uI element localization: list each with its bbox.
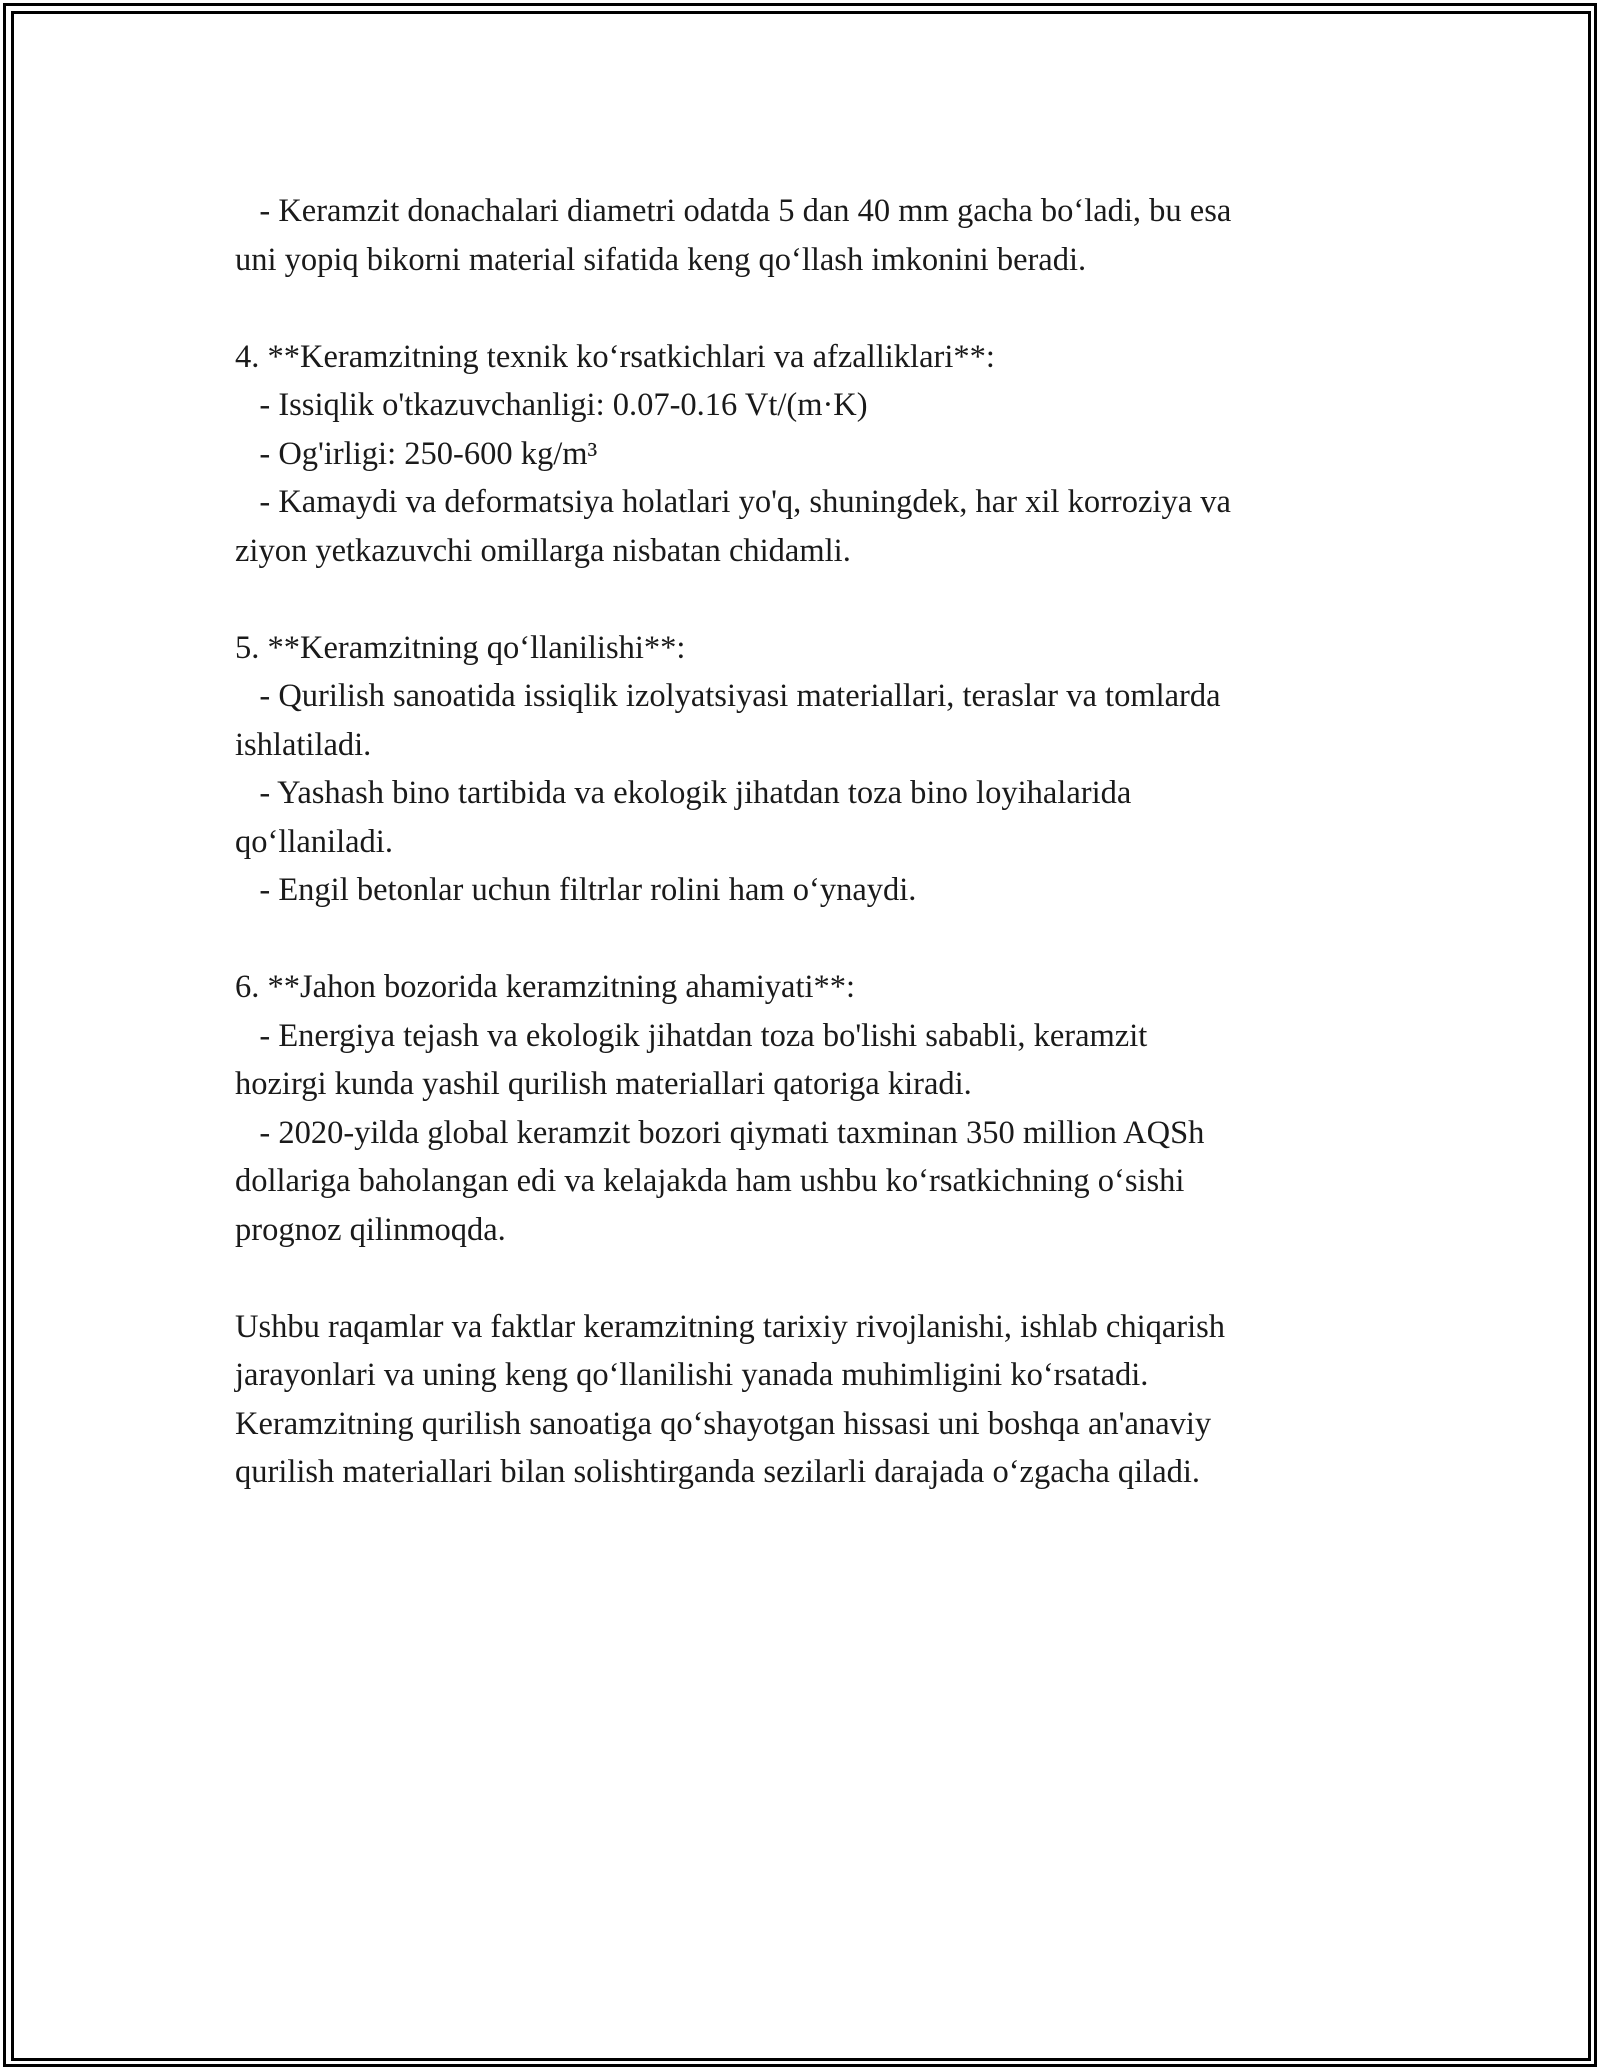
text-line: Keramzitning qurilish sanoatiga qo‘shayotgan hissasi uni boshqa an'anaviy	[235, 1405, 1212, 1442]
text-line: ziyon yetkazuvchi omillarga nisbatan chidamli.	[235, 532, 851, 569]
paragraph-gap	[235, 915, 1385, 964]
paragraph-gap	[235, 575, 1385, 624]
document-body	[235, 187, 1385, 1497]
section-heading: 5. **Keramzitning qo‘llanilishi**:	[235, 629, 686, 666]
text-line: Ushbu raqamlar va faktlar keramzitning tarixiy rivojlanishi, ishlab chiqarish	[235, 1308, 1226, 1345]
text-line: - Og'irligi: 250-600 kg/m³	[235, 435, 598, 472]
text-line: prognoz qilinmoqda.	[235, 1211, 506, 1248]
paragraph-gap	[235, 1254, 1385, 1303]
section-heading: 4. **Keramzitning texnik ko‘rsatkichlari va afzalliklari**:	[235, 338, 995, 375]
section-heading: 6. **Jahon bozorida keramzitning ahamiyati**:	[235, 969, 856, 1005]
text-line: - Issiqlik o'tkazuvchanligi: 0.07-0.16 Vt/(m·K)	[235, 387, 868, 423]
text-line: jarayonlari va uning keng qo‘llanilishi yanada muhimligini ko‘rsatadi.	[235, 1357, 1149, 1393]
paragraph-gap	[235, 284, 1385, 333]
text-line: uni yopiq bikorni material sifatida keng qo‘llash imkonini beradi.	[235, 241, 1087, 278]
text-line: - Engil betonlar uchun filtrlar rolini ham o‘ynaydi.	[235, 872, 917, 908]
text-line: - 2020-yilda global keramzit bozori qiymati taxminan 350 million AQSh	[235, 1114, 1205, 1151]
text-line: - Kamaydi va deformatsiya holatlari yo'q, shuningdek, har xil korroziya va	[235, 484, 1231, 520]
text-line: hozirgi kunda yashil qurilish materiallari qatoriga kiradi.	[235, 1066, 972, 1102]
text-line: - Energiya tejash va ekologik jihatdan toza bo'lishi sababli, keramzit	[235, 1017, 1148, 1054]
text-line: qo‘llaniladi.	[235, 823, 393, 860]
text-line: - Keramzit donachalari diametri odatda 5 dan 40 mm gacha bo‘ladi, bu esa	[235, 193, 1232, 229]
text-line: - Qurilish sanoatida issiqlik izolyatsiyasi materiallari, teraslar va tomlarda	[235, 678, 1221, 714]
text-line: qurilish materiallari bilan solishtirganda sezilarli darajada o‘zgacha qiladi.	[235, 1454, 1201, 1490]
text-line: - Yashash bino tartibida va ekologik jihatdan toza bino loyihalarida	[235, 775, 1132, 811]
text-line: ishlatiladi.	[235, 726, 372, 763]
text-line: dollariga baholangan edi va kelajakda ham ushbu ko‘rsatkichning o‘sishi	[235, 1163, 1185, 1199]
